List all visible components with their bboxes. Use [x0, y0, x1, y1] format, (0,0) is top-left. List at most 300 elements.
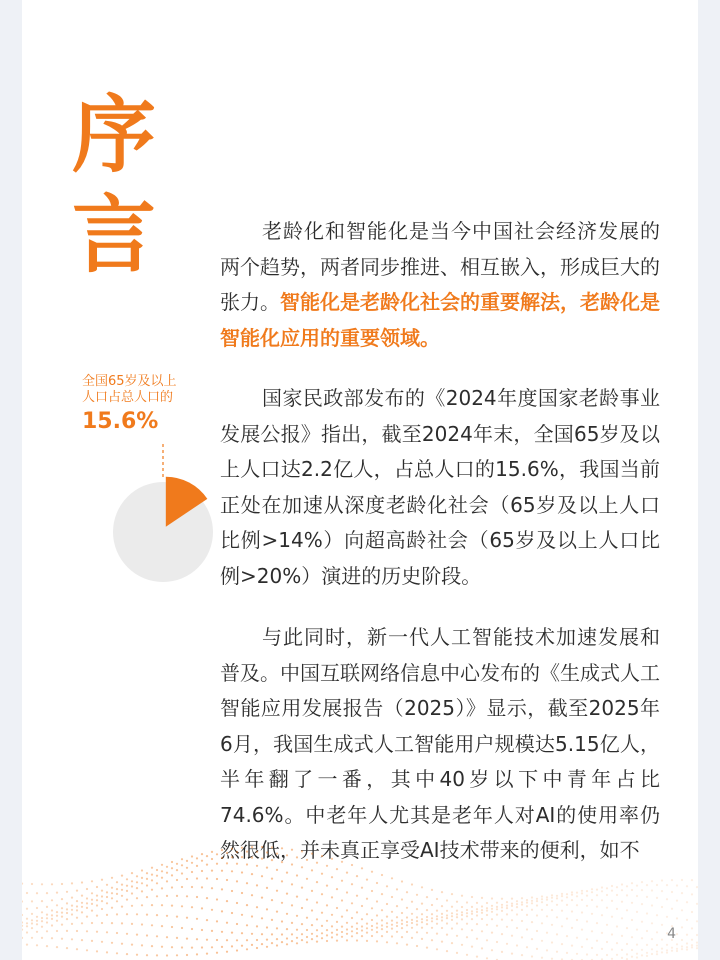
wave-dot	[101, 922, 103, 924]
wave-dot	[616, 942, 618, 944]
wave-dot	[501, 906, 503, 908]
wave-dot	[646, 930, 648, 932]
wave-dot	[631, 919, 633, 921]
wave-dot	[316, 929, 318, 931]
wave-dot	[156, 882, 158, 884]
wave-dot	[101, 879, 103, 881]
wave-dot	[221, 910, 223, 912]
wave-dot	[61, 938, 63, 940]
wave-dot	[141, 944, 143, 946]
wave-dot	[396, 905, 398, 907]
wave-dot	[161, 925, 163, 927]
wave-dot	[591, 888, 593, 890]
wave-dot	[346, 909, 348, 911]
wave-dot	[581, 911, 583, 913]
wave-dot	[561, 893, 563, 895]
wave-dot	[26, 892, 28, 894]
wave-dot	[271, 859, 273, 861]
wave-dot	[81, 922, 83, 924]
wave-dot	[431, 917, 433, 919]
wave-dot	[236, 863, 238, 865]
wave-dot	[666, 952, 668, 954]
wave-dot	[546, 904, 548, 906]
wave-dot	[156, 875, 158, 877]
wave-dot	[22, 937, 23, 939]
wave-dot	[626, 894, 628, 896]
wave-dot	[456, 952, 458, 954]
wave-dot	[556, 895, 558, 897]
wave-dot	[336, 868, 338, 870]
wave-dot	[431, 904, 433, 906]
wave-dot	[286, 893, 288, 895]
wave-dot	[301, 933, 303, 935]
wave-dot	[116, 900, 118, 902]
wave-dot	[196, 938, 198, 940]
wave-dot	[326, 934, 328, 936]
wave-dot	[201, 860, 203, 862]
page	[22, 0, 698, 960]
wave-dot	[381, 924, 383, 926]
wave-dot	[531, 902, 533, 904]
wave-dot	[121, 889, 123, 891]
wave-dot	[341, 880, 343, 882]
wave-dot	[291, 904, 293, 906]
wave-dot	[61, 883, 63, 885]
wave-dot	[621, 901, 623, 903]
wave-dot	[191, 928, 193, 930]
wave-dot	[461, 906, 463, 908]
wave-dot	[371, 907, 373, 909]
wave-dot	[146, 884, 148, 886]
wave-dot	[666, 884, 668, 886]
wave-dot	[36, 923, 38, 925]
wave-dot	[346, 922, 348, 924]
wave-dot	[546, 915, 548, 917]
wave-dot	[46, 892, 48, 894]
wave-dot	[651, 953, 653, 955]
wave-dot	[686, 919, 688, 921]
wave-dot	[431, 913, 433, 915]
wave-dot	[146, 872, 148, 874]
wave-dot	[276, 869, 278, 871]
wave-dot	[586, 938, 588, 940]
wave-dot	[61, 924, 63, 926]
wave-dot	[636, 929, 638, 931]
wave-dot	[656, 914, 658, 916]
wave-dot	[691, 939, 693, 941]
wave-dot	[546, 899, 548, 901]
wave-dot	[156, 935, 158, 937]
wave-dot	[26, 908, 28, 910]
wave-dot	[561, 925, 563, 927]
wave-dot	[581, 946, 583, 948]
wave-dot	[686, 946, 688, 948]
wave-dot	[476, 938, 478, 940]
wave-dot	[536, 898, 538, 900]
wave-dot	[246, 851, 248, 853]
wave-dot	[96, 895, 98, 897]
wave-dot	[546, 932, 548, 934]
wave-dot	[241, 892, 243, 894]
wave-dot	[601, 886, 603, 888]
page-number: 4	[667, 926, 676, 942]
wave-dot	[231, 912, 233, 914]
wave-dot	[646, 896, 648, 898]
wave-dot	[531, 921, 533, 923]
wave-dot	[216, 920, 218, 922]
wave-dot	[511, 935, 513, 937]
wave-dot	[181, 946, 183, 948]
wave-dot	[266, 908, 268, 910]
wave-dot	[141, 890, 143, 892]
wave-dot	[51, 924, 53, 926]
wave-dot	[431, 920, 433, 922]
wave-dot	[146, 878, 148, 880]
wave-dot	[626, 927, 628, 929]
wave-dot	[646, 944, 648, 946]
wave-dot	[641, 889, 643, 891]
wave-dot	[491, 918, 493, 920]
wave-dot	[481, 947, 483, 949]
wave-dot	[41, 937, 43, 939]
wave-dot	[656, 884, 658, 886]
wave-dot	[201, 870, 203, 872]
wave-dot	[441, 913, 443, 915]
wave-dot	[286, 937, 288, 939]
wave-dot	[36, 907, 38, 909]
wave-dot	[71, 882, 73, 884]
wave-dot	[301, 907, 303, 909]
wave-dot	[396, 931, 398, 933]
wave-dot	[336, 907, 338, 909]
wave-dot	[126, 885, 128, 887]
wave-dot	[251, 894, 253, 896]
wave-dot	[561, 900, 563, 902]
wave-dot	[426, 932, 428, 934]
wave-dot	[316, 941, 318, 943]
wave-dot	[156, 869, 158, 871]
wave-dot	[461, 895, 463, 897]
wave-dot	[236, 880, 238, 882]
wave-dot	[696, 947, 698, 949]
wave-dot	[311, 869, 313, 871]
wave-dot	[76, 948, 78, 950]
wave-dot	[551, 924, 553, 926]
wave-dot	[601, 899, 603, 901]
wave-dot	[491, 905, 493, 907]
wave-dot	[431, 939, 433, 941]
wave-dot	[216, 863, 218, 865]
wave-dot	[376, 882, 378, 884]
wave-dot	[396, 942, 398, 944]
wave-dot	[281, 933, 283, 935]
wave-dot	[86, 930, 88, 932]
wave-dot	[641, 903, 643, 905]
wave-dot	[551, 900, 553, 902]
wave-dot	[346, 933, 348, 935]
wave-dot	[376, 922, 378, 924]
wave-dot	[101, 900, 103, 902]
wave-dot	[196, 877, 198, 879]
wave-dot	[691, 944, 693, 946]
wave-dot	[446, 922, 448, 924]
wave-dot	[586, 890, 588, 892]
wave-dot	[311, 924, 313, 926]
wave-dot	[681, 926, 683, 928]
wave-dot	[171, 861, 173, 863]
wave-dot	[696, 886, 698, 888]
wave-dot	[441, 916, 443, 918]
wave-dot	[571, 899, 573, 901]
wave-dot	[456, 922, 458, 924]
wave-dot	[166, 954, 168, 956]
wave-dot	[296, 937, 298, 939]
wave-dot	[686, 934, 688, 936]
wave-dot	[136, 875, 138, 877]
wave-dot	[601, 890, 603, 892]
wave-dot	[501, 910, 503, 912]
wave-dot	[361, 905, 363, 907]
wave-dot	[506, 943, 508, 945]
wave-dot	[691, 879, 693, 881]
wave-dot	[211, 887, 213, 889]
wave-dot	[256, 884, 258, 886]
wave-dot	[196, 953, 198, 955]
wave-dot	[431, 927, 433, 929]
wave-dot	[481, 918, 483, 920]
wave-dot	[481, 909, 483, 911]
wave-dot	[31, 919, 33, 921]
wave-dot	[186, 938, 188, 940]
wave-dot	[211, 930, 213, 932]
wave-dot	[306, 878, 308, 880]
wave-dot	[476, 911, 478, 913]
wave-dot	[321, 873, 323, 875]
wave-dot	[226, 862, 228, 864]
wave-dot	[146, 896, 148, 898]
wave-dot	[81, 881, 83, 883]
wave-dot	[386, 885, 388, 887]
wave-dot	[301, 850, 303, 852]
wave-dot	[351, 864, 353, 866]
wave-dot	[121, 884, 123, 886]
wave-dot	[81, 939, 83, 941]
wave-dot	[81, 895, 83, 897]
wave-dot	[136, 897, 138, 899]
wave-dot	[306, 917, 308, 919]
wave-dot	[466, 901, 468, 903]
wave-dot	[171, 926, 173, 928]
wave-dot	[661, 951, 663, 953]
wave-dot	[496, 906, 498, 908]
wave-dot	[61, 898, 63, 900]
wave-dot	[271, 846, 273, 848]
wave-dot	[266, 887, 268, 889]
wave-dot	[206, 877, 208, 879]
wave-dot	[681, 879, 683, 881]
wave-dot	[361, 918, 363, 920]
wave-dot	[131, 905, 133, 907]
wave-dot	[241, 871, 243, 873]
wave-dot	[486, 924, 488, 926]
wave-dot	[386, 922, 388, 924]
wave-dot	[651, 922, 653, 924]
wave-dot	[31, 900, 33, 902]
wave-dot	[641, 954, 643, 956]
wave-dot	[611, 948, 613, 950]
wave-dot	[456, 916, 458, 918]
wave-dot	[271, 878, 273, 880]
wave-dot	[441, 905, 443, 907]
wave-dot	[566, 952, 568, 954]
wave-dot	[626, 953, 628, 955]
wave-dot	[381, 935, 383, 937]
wave-dot	[481, 912, 483, 914]
wave-dot	[471, 913, 473, 915]
wave-dot	[141, 882, 143, 884]
wave-dot	[326, 940, 328, 942]
wave-dot	[281, 920, 283, 922]
wave-dot	[196, 857, 198, 859]
wave-dot	[286, 928, 288, 930]
wave-dot	[471, 946, 473, 948]
wave-dot	[446, 950, 448, 952]
wave-dot	[271, 933, 273, 935]
wave-dot	[651, 889, 653, 891]
wave-dot	[421, 903, 423, 905]
wave-dot	[51, 937, 53, 939]
wave-dot	[36, 931, 38, 933]
wave-dot	[456, 910, 458, 912]
wave-dot	[416, 931, 418, 933]
wave-dot	[306, 859, 308, 861]
wave-dot	[151, 879, 153, 881]
wave-dot	[621, 949, 623, 951]
wave-dot	[131, 892, 133, 894]
wave-dot	[371, 935, 373, 937]
wave-dot	[461, 944, 463, 946]
wave-dot	[291, 863, 293, 865]
wave-dot	[26, 931, 28, 933]
wave-dot	[391, 911, 393, 913]
wave-dot	[86, 949, 88, 951]
wave-dot	[246, 939, 248, 941]
wave-dot	[321, 937, 323, 939]
wave-dot	[471, 929, 473, 931]
wave-dot	[176, 879, 178, 881]
stat-label-line1: 全国65岁及以上	[82, 374, 177, 389]
wave-dot	[486, 910, 488, 912]
wave-dot	[311, 933, 313, 935]
wave-dot	[676, 884, 678, 886]
wave-dot	[451, 906, 453, 908]
wave-dot	[556, 897, 558, 899]
wave-dot	[246, 948, 248, 950]
wave-dot	[381, 874, 383, 876]
wave-dot	[546, 949, 548, 951]
wave-dot	[301, 866, 303, 868]
wave-dot	[171, 867, 173, 869]
wave-dot	[656, 953, 658, 955]
wave-dot	[416, 920, 418, 922]
wave-dot	[631, 889, 633, 891]
wave-dot	[22, 900, 23, 902]
wave-dot	[301, 939, 303, 941]
wave-dot	[46, 921, 48, 923]
wave-dot	[151, 904, 153, 906]
wave-dot	[251, 846, 253, 848]
wave-dot	[181, 864, 183, 866]
wave-dot	[186, 895, 188, 897]
wave-dot	[266, 946, 268, 948]
wave-dot	[481, 897, 483, 899]
wave-dot	[326, 920, 328, 922]
wave-dot	[321, 855, 323, 857]
wave-dot	[271, 899, 273, 901]
wave-dot	[136, 954, 138, 956]
wave-dot	[291, 940, 293, 942]
wave-dot	[166, 895, 168, 897]
wave-dot	[261, 858, 263, 860]
wave-dot	[666, 949, 668, 951]
wave-dot	[501, 951, 503, 953]
wave-dot	[226, 922, 228, 924]
wave-dot	[391, 920, 393, 922]
wave-dot	[486, 902, 488, 904]
wave-dot	[331, 936, 333, 938]
wave-dot	[311, 890, 313, 892]
wave-dot	[216, 853, 218, 855]
wave-dot	[196, 918, 198, 920]
wave-dot	[341, 926, 343, 928]
wave-dot	[261, 846, 263, 848]
wave-dot	[286, 854, 288, 856]
wave-dot	[176, 916, 178, 918]
wave-dot	[371, 919, 373, 921]
wave-dot	[251, 944, 253, 946]
wave-dot	[591, 891, 593, 893]
wave-dot	[376, 900, 378, 902]
wave-dot	[91, 940, 93, 942]
wave-dot	[656, 897, 658, 899]
wave-dot	[161, 904, 163, 906]
wave-dot	[101, 895, 103, 897]
wave-dot	[166, 915, 168, 917]
wave-dot	[456, 901, 458, 903]
wave-dot	[201, 946, 203, 948]
wave-dot	[451, 942, 453, 944]
wave-dot	[361, 867, 363, 869]
wave-dot	[291, 933, 293, 935]
wave-dot	[311, 909, 313, 911]
wave-dot	[281, 861, 283, 863]
wave-dot	[406, 891, 408, 893]
wave-dot	[331, 896, 333, 898]
wave-dot	[51, 883, 53, 885]
wave-dot	[536, 948, 538, 950]
wave-dot	[671, 950, 673, 952]
wave-dot	[76, 917, 78, 919]
wave-dot	[366, 898, 368, 900]
wave-dot	[61, 916, 63, 918]
wave-dot	[556, 904, 558, 906]
wave-dot	[586, 895, 588, 897]
wave-dot	[446, 914, 448, 916]
wave-dot	[396, 925, 398, 927]
wave-dot	[231, 890, 233, 892]
wave-dot	[326, 904, 328, 906]
paragraph-1-highlight: 智能化是老龄化社会的重要解法，老龄化是智能化应用的重要领域。	[220, 290, 660, 350]
